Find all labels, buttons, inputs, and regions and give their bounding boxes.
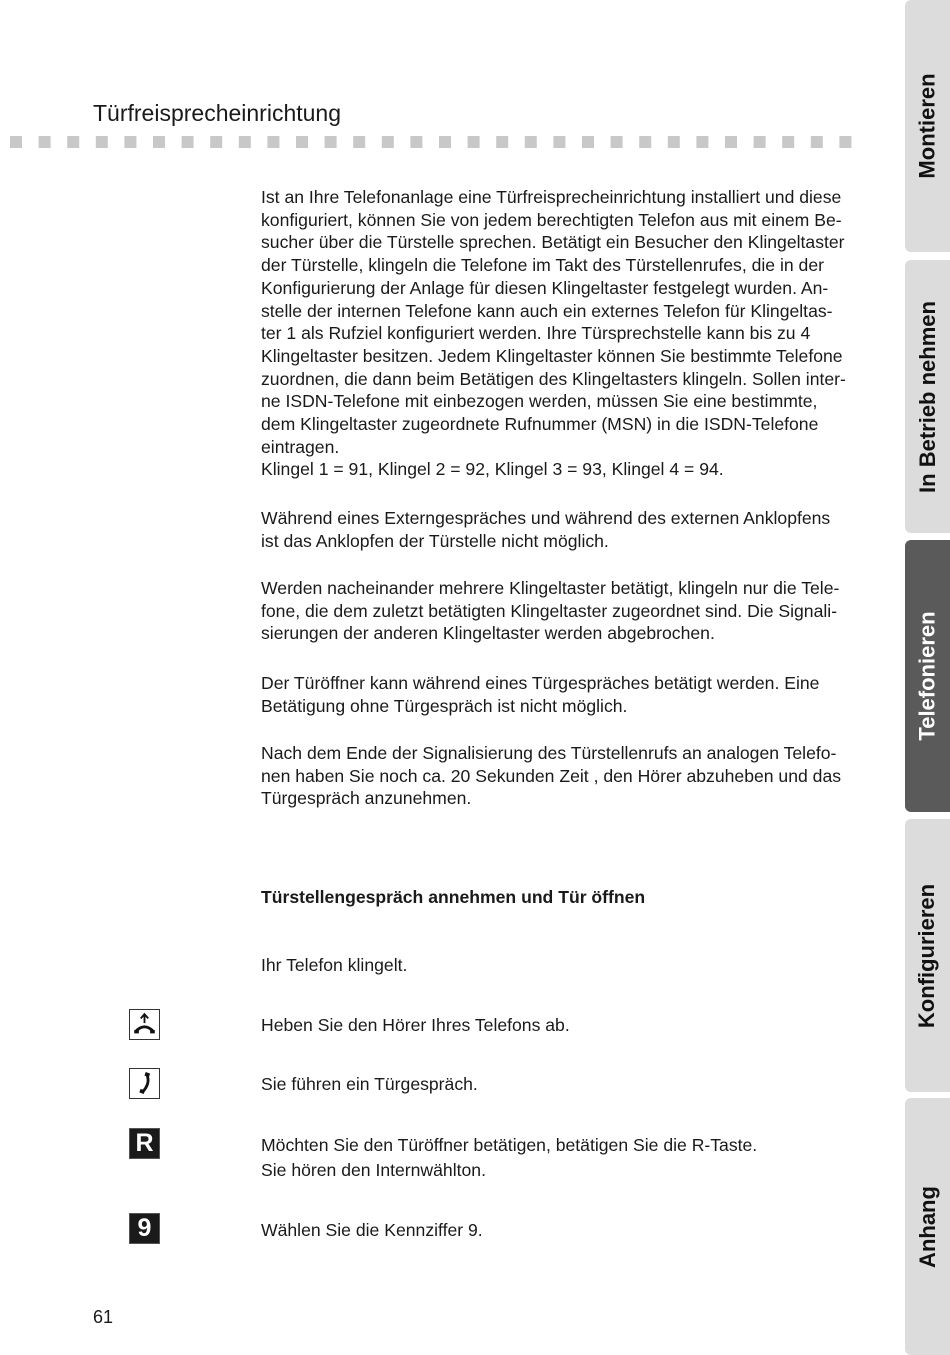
text-line: Klingeltaster besitzen. Jedem Klingeltaster können Sie bestimmte Telefone — [261, 345, 843, 366]
tab-anhang[interactable] — [905, 1098, 950, 1355]
dot — [611, 136, 623, 148]
dot — [725, 136, 737, 148]
dot — [754, 136, 766, 148]
step-lift-handset — [261, 1013, 570, 1038]
text-line: Werden nacheinander mehrere Klingeltaster betätigt, klingeln nur die Tele- — [261, 578, 840, 598]
paragraph-klingeltaster — [261, 577, 881, 645]
text-line: fone, die dem zuletzt betätigten Klingeltaster zugeordnet sind. Die Signali- — [261, 600, 838, 621]
digit-9-key-icon — [129, 1213, 160, 1244]
text-line: Der Türöffner kann während eines Türgespräches betätigt werden. Eine — [261, 673, 820, 693]
dot — [496, 136, 508, 148]
step-text: Sie führen ein Türgespräch. — [261, 1074, 478, 1094]
decorative-dot-rule — [10, 134, 860, 150]
tab-konfigurieren[interactable] — [905, 819, 950, 1092]
step-dial-9 — [261, 1218, 483, 1243]
tab-telefonieren[interactable] — [905, 540, 950, 812]
text-line: Nach dem Ende der Signalisierung des Türstellenrufs an analogen Telefo- — [261, 743, 837, 763]
dot — [124, 136, 136, 148]
text-line: Betätigung ohne Türgespräch ist nicht möglich. — [261, 695, 628, 716]
tab-label: Telefonieren — [914, 611, 940, 741]
dot — [553, 136, 565, 148]
tab-label: Montieren — [914, 73, 940, 179]
r-key-icon — [129, 1128, 160, 1159]
step-door-call — [261, 1072, 478, 1097]
dot — [782, 136, 794, 148]
paragraph-tueroeffner — [261, 672, 881, 717]
handset-lift-icon — [129, 1009, 160, 1040]
step-text: Sie hören den Internwählton. — [261, 1160, 486, 1180]
key-label: R — [135, 1129, 154, 1157]
paragraph-anklopfen — [261, 507, 881, 552]
dot — [696, 136, 708, 148]
text-line: stelle der internen Telefone kann auch ein externes Telefon für Klingeltas- — [261, 300, 833, 321]
dot — [325, 136, 337, 148]
step-phone-rings — [261, 953, 407, 978]
handset-call-icon — [129, 1068, 160, 1099]
dot — [410, 136, 422, 148]
text-line: zuordnen, die dann beim Betätigen des Klingeltasters klingeln. Sollen inter- — [261, 368, 846, 389]
dot — [468, 136, 480, 148]
step-text: Wählen Sie die Kennziffer 9. — [261, 1220, 483, 1240]
dot — [439, 136, 451, 148]
dot — [639, 136, 651, 148]
step-press-r — [261, 1133, 757, 1183]
text-line: Während eines Externgespräches und während des externen Anklopfens — [261, 508, 831, 528]
dot — [96, 136, 108, 148]
dot — [39, 136, 51, 148]
dot — [210, 136, 222, 148]
page-number: 61 — [93, 1307, 114, 1327]
tab-montieren[interactable] — [905, 0, 950, 252]
intro-paragraph — [261, 186, 881, 481]
tab-label: Anhang — [914, 1185, 940, 1268]
dot — [67, 136, 79, 148]
text-line: ist das Anklopfen der Türstelle nicht möglich. — [261, 530, 609, 551]
dot — [839, 136, 851, 148]
text-line: sucher über die Türstelle sprechen. Betätigt ein Besucher den Klingeltaster — [261, 232, 845, 253]
dot — [668, 136, 680, 148]
text-line: ter 1 als Rufziel konfiguriert werden. Ihre Türsprechstelle kann bis zu 4 — [261, 323, 811, 344]
tab-label: In Betrieb nehmen — [914, 300, 940, 493]
text-line: Ist an Ihre Telefonanlage eine Türfreisprecheinrichtung installiert und diese — [261, 187, 842, 207]
text-line: ne ISDN-Telefone mit einbezogen werden, müssen Sie eine bestimmte, — [261, 391, 818, 412]
text-line: Konfigurierung der Anlage für diesen Klingeltaster festgelegt wurden. An- — [261, 277, 829, 298]
dot — [296, 136, 308, 148]
dot — [525, 136, 537, 148]
dot — [811, 136, 823, 148]
dot — [582, 136, 594, 148]
dot — [382, 136, 394, 148]
step-text: Ihr Telefon klingelt. — [261, 955, 408, 975]
text-line: konfiguriert, können Sie von jedem berechtigten Telefon aus mit einem Be- — [261, 209, 842, 230]
text-line: sierungen der anderen Klingeltaster werden abgebrochen. — [261, 623, 715, 644]
dot — [267, 136, 279, 148]
step-text: Heben Sie den Hörer Ihres Telefons ab. — [261, 1015, 570, 1035]
text-line: eintragen. — [261, 436, 340, 457]
dot — [239, 136, 251, 148]
text-line: dem Klingeltaster zugeordnete Rufnummer (MSN) in die ISDN-Telefone — [261, 414, 819, 435]
key-label: 9 — [137, 1214, 152, 1242]
text-line: Türgespräch anzunehmen. — [261, 788, 472, 809]
tab-label: Konfigurieren — [914, 883, 940, 1028]
page-title: Türfreisprecheinrichtung — [93, 100, 342, 126]
dot — [10, 136, 22, 148]
text-line: Klingel 1 = 91, Klingel 2 = 92, Klingel 3 = 93, Klingel 4 = 94. — [261, 459, 724, 480]
text-line: der Türstelle, klingeln die Telefone im Takt des Türstellenrufes, die in der — [261, 255, 824, 276]
dot — [353, 136, 365, 148]
dot — [153, 136, 165, 148]
paragraph-signalisierung — [261, 742, 881, 810]
dot — [182, 136, 194, 148]
section-heading: Türstellengespräch annehmen und Tür öffnen — [261, 887, 646, 907]
step-text: Möchten Sie den Türöffner betätigen, betätigen Sie die R-Taste. — [261, 1135, 758, 1155]
text-line: nen haben Sie noch ca. 20 Sekunden Zeit , den Hörer abzuheben und das — [261, 765, 842, 786]
tab-in-betrieb-nehmen[interactable] — [905, 260, 950, 533]
